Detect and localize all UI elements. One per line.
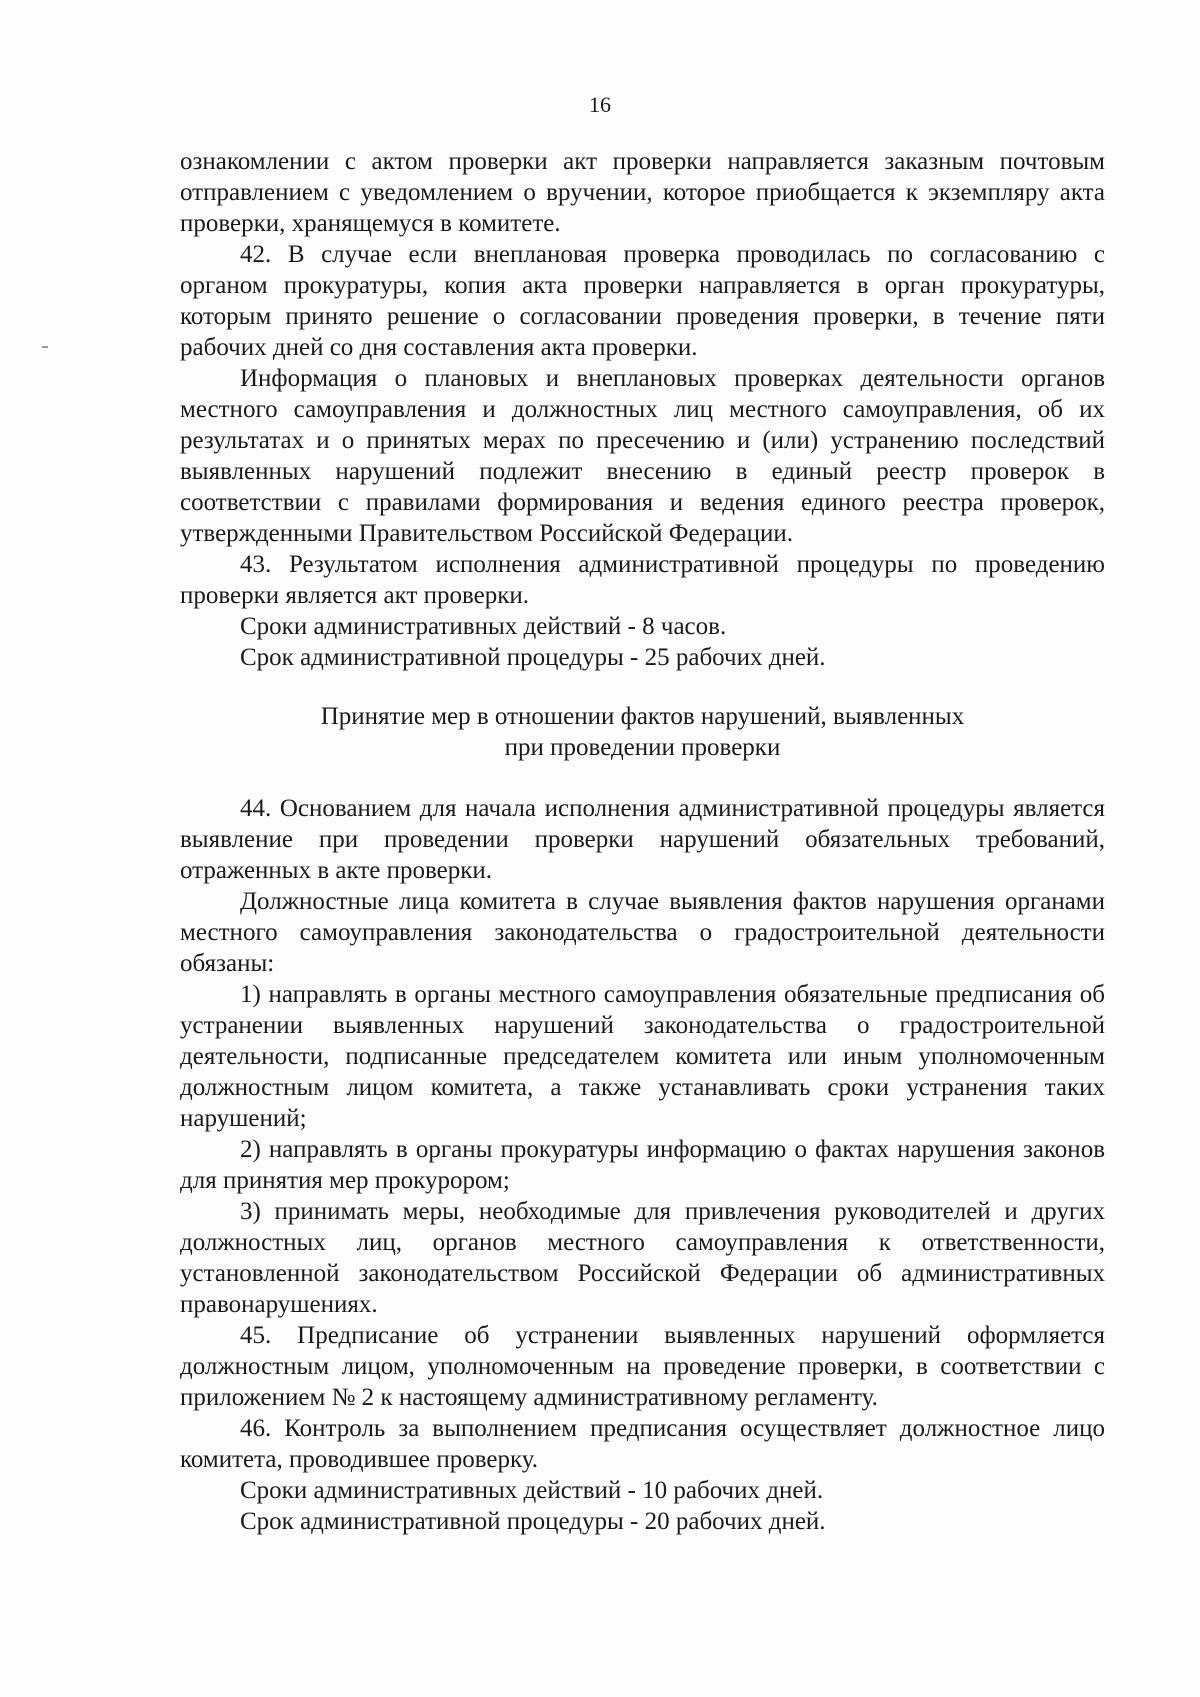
paragraphs-before-heading xyxy=(180,146,1105,673)
list-item: 3) принимать меры, необходимые для привлечения руководителей и других должностных лиц, органов местного самоуправления к ответственности, установленной законодательством Российской Федерации об административных правонарушениях. xyxy=(180,1198,1105,1318)
paragraph: 44. Основанием для начала исполнения административной процедуры является выявление при проведении проверки нарушений обязательных требований, отраженных в акте проверки. xyxy=(180,795,1105,884)
paragraph: Срок административной процедуры - 25 рабочих дней. xyxy=(240,644,826,671)
paragraph: 42. В случае если внеплановая проверка проводилась по согласованию с органом прокуратуры, копия акта проверки направляется в орган прокуратуры, которым принято решение о согласовании проведения проверки, в течение пяти рабочих дней со дня составления акта проверки. xyxy=(180,241,1105,361)
section-heading-line: Принятие мер в отношении фактов нарушений, выявленных xyxy=(320,703,965,730)
scan-artifact xyxy=(42,346,48,348)
paragraph: Должностные лица комитета в случае выявления фактов нарушения органами местного самоуправления законодательства о градостроительной деятельности обязаны: xyxy=(180,888,1105,977)
section-heading xyxy=(180,701,1105,763)
list-item: 2) направлять в органы прокуратуры информацию о фактах нарушения законов для принятия мер прокурором; xyxy=(180,1136,1105,1194)
list-item: 1) направлять в органы местного самоуправления обязательные предписания об устранении выявленных нарушений законодательства о градостроительной деятельности, подписанные председателем комитета или иным уполномоченным должностным лицом комитета, а также устанавливать сроки устранения таких нарушений; xyxy=(180,981,1105,1132)
paragraph: Информация о плановых и внеплановых проверках деятельности органов местного самоуправления и должностных лиц местного самоуправления, об их результатах и о принятых мерах по пресечению и (или) устранению последствий выявленных нарушений подлежит внесению в единый реестр проверок в соответствии с правилами формирования и ведения единого реестра проверок, утвержденными Правительством Российской Федерации. xyxy=(180,365,1105,547)
paragraph: 43. Результатом исполнения административной процедуры по проведению проверки является акт проверки. xyxy=(180,551,1105,609)
paragraph: Сроки административных действий - 10 рабочих дней. xyxy=(240,1477,824,1504)
document-body xyxy=(180,146,1105,1537)
paragraph: 46. Контроль за выполнением предписания осуществляет должностное лицо комитета, проводившее проверку. xyxy=(180,1415,1105,1473)
paragraph: Сроки административных действий - 8 часов. xyxy=(240,613,727,640)
paragraphs-after-heading xyxy=(180,793,1105,1537)
section-heading-line: при проведении проверки xyxy=(504,734,781,761)
paragraph: ознакомлении с актом проверки акт проверки направляется заказным почтовым отправлением с уведомлением о вручении, которое приобщается к экземпляру акта проверки, хранящемуся в комитете. xyxy=(180,148,1105,237)
page-number: 16 xyxy=(589,92,611,117)
paragraph: 45. Предписание об устранении выявленных нарушений оформляется должностным лицом, уполномоченным на проведение проверки, в соответствии с приложением № 2 к настоящему административному регламенту. xyxy=(180,1322,1105,1411)
paragraph: Срок административной процедуры - 20 рабочих дней. xyxy=(240,1508,826,1535)
